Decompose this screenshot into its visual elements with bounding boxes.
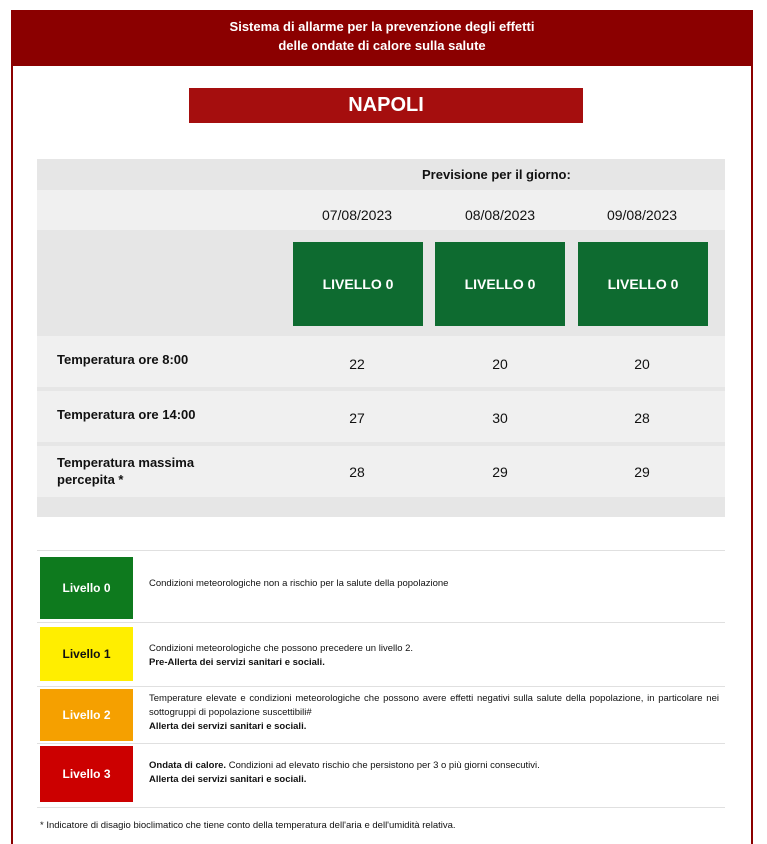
legend-alert: Allerta dei servizi sanitari e sociali. [149, 721, 307, 732]
value-cell: 30 [492, 410, 508, 426]
header-line-1: Sistema di allarme per la prevenzione degli effetti [229, 19, 535, 34]
legend-text-level-3 [149, 759, 719, 787]
forecast-table [37, 159, 725, 517]
row-label-line-1: Temperatura massima [57, 455, 195, 470]
legend-text-level-2 [149, 692, 719, 734]
level-badge-day-2: LIVELLO 0 [435, 242, 565, 326]
legend-desc-rest: Condizioni ad elevato rischio che persistono per 3 o più giorni consecutivi. [226, 760, 540, 771]
legend-text-level-0: Condizioni meteorologiche non a rischio per la salute della popolazione [149, 578, 449, 589]
legend-badge-level-0: Livello 0 [40, 557, 133, 619]
legend-desc: Temperature elevate e condizioni meteorologiche che possono avere effetti negativi sulla salute della popolazione, in particolare nei sottogruppi di popolazione suscettibili# [149, 693, 719, 718]
value-cell: 28 [349, 464, 365, 480]
dates-row [37, 190, 725, 230]
legend-row-level-0 [37, 550, 725, 623]
value-cell: 29 [492, 464, 508, 480]
legend-lead: Ondata di calore. [149, 760, 227, 771]
level-badge-day-1: LIVELLO 0 [293, 242, 423, 326]
date-1: 07/08/2023 [321, 207, 393, 223]
value-cell: 27 [349, 410, 365, 426]
forecast-title: Previsione per il giorno: [422, 167, 571, 182]
legend-badge-level-3: Livello 3 [40, 746, 133, 802]
page-header [11, 10, 753, 66]
level-badge-day-3: LIVELLO 0 [578, 242, 708, 326]
forecast-title-row [37, 159, 725, 188]
value-cell: 22 [349, 356, 365, 372]
legend-badge-level-1: Livello 1 [40, 627, 133, 681]
row-label [57, 454, 194, 488]
legend-desc: Condizioni meteorologiche che possono precedere un livello 2. [149, 643, 414, 654]
table-row [37, 336, 725, 387]
legend-desc [149, 759, 719, 773]
row-label-line-2: percepita * [57, 472, 124, 487]
value-cell: 28 [634, 410, 650, 426]
header-line-2: delle ondate di calore sulla salute [278, 38, 486, 53]
legend-row-level-3 [37, 743, 725, 808]
date-2: 08/08/2023 [464, 207, 536, 223]
footnote: * Indicatore di disagio bioclimatico che tiene conto della temperatura dell'aria e dell'umidità relativa. [40, 820, 456, 831]
date-3: 09/08/2023 [606, 207, 678, 223]
legend-text-level-1 [149, 642, 719, 670]
legend-row-level-1 [37, 622, 725, 687]
value-cell: 29 [634, 464, 650, 480]
table-row [37, 446, 725, 497]
value-cell: 20 [492, 356, 508, 372]
city-title: NAPOLI [189, 88, 583, 123]
legend-row-level-2 [37, 686, 725, 744]
legend-badge-level-2: Livello 2 [40, 689, 133, 741]
legend-alert: Pre-Allerta dei servizi sanitari e sociali. [149, 657, 325, 668]
row-label: Temperatura ore 14:00 [57, 407, 196, 422]
row-label: Temperatura ore 8:00 [57, 352, 189, 367]
table-row [37, 391, 725, 442]
legend-alert: Allerta dei servizi sanitari e sociali. [149, 774, 307, 785]
value-cell: 20 [634, 356, 650, 372]
